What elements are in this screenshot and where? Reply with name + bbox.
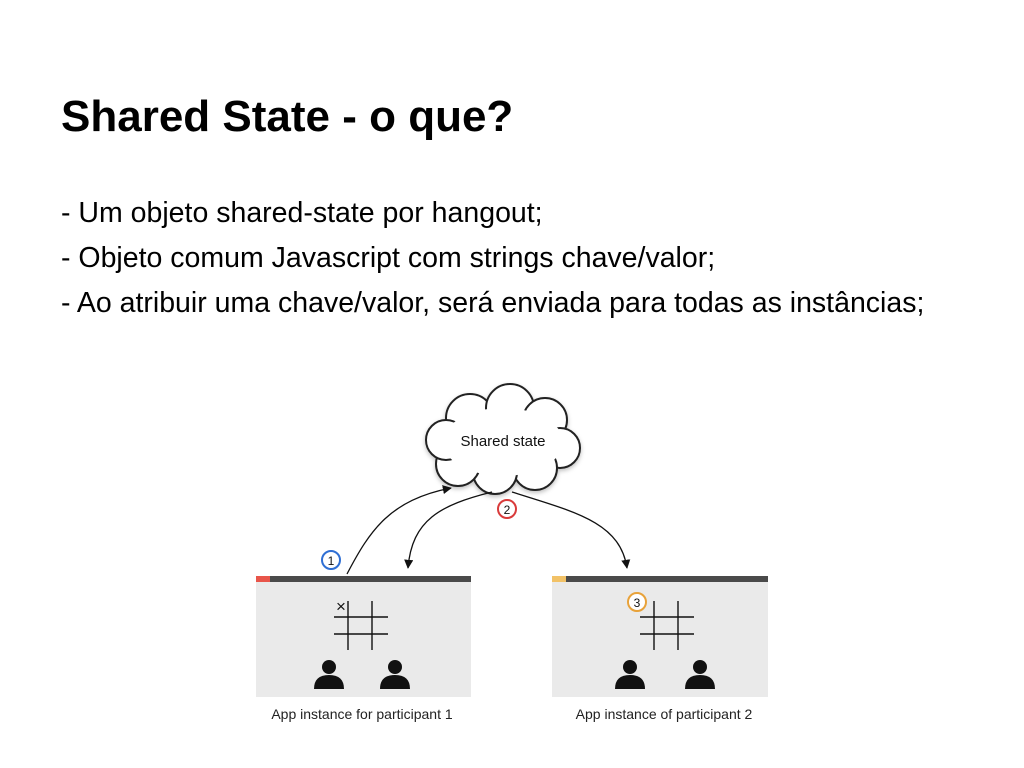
bullet-item: - Um objeto shared-state por hangout; <box>61 197 543 229</box>
step-2-number: 2 <box>503 503 511 517</box>
step-2-marker <box>498 500 516 518</box>
step-1-marker <box>322 551 340 569</box>
panel-1-caption: App instance for participant 1 <box>271 706 453 722</box>
arrow-to-panel-2 <box>512 492 627 568</box>
cloud-label: Shared state <box>460 433 546 450</box>
panel-2-caption: App instance of participant 2 <box>575 706 753 722</box>
bullet-item: - Ao atribuir uma chave/valor, será enviada para todas as instâncias; <box>61 287 925 319</box>
app-panel-participant-1 <box>256 576 471 697</box>
arrow-to-cloud <box>347 488 451 574</box>
x-mark: × <box>336 597 346 616</box>
app-panel-participant-2 <box>552 576 768 697</box>
step-1-number: 1 <box>327 554 335 568</box>
step-3-marker <box>628 593 646 611</box>
shared-state-cloud <box>426 384 580 494</box>
slide-title: Shared State - o que? <box>61 92 514 141</box>
arrow-to-panel-1 <box>408 492 492 568</box>
step-3-number: 3 <box>633 596 641 610</box>
bullet-item: - Objeto comum Javascript com strings chave/valor; <box>61 242 716 274</box>
